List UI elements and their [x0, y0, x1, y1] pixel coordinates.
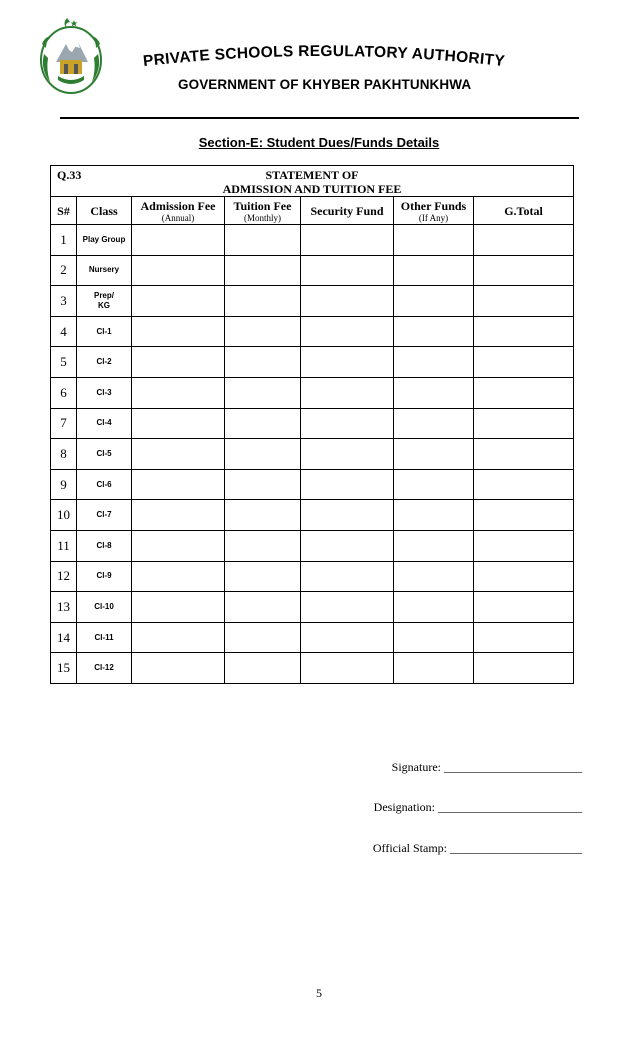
- class-cell: [77, 653, 132, 684]
- grand-total-cell[interactable]: [474, 530, 574, 561]
- serial-number-cell: 3: [51, 286, 77, 317]
- security-fund-cell[interactable]: [301, 622, 394, 653]
- admission-fee-cell[interactable]: [132, 408, 225, 439]
- other-funds-cell[interactable]: [394, 592, 474, 623]
- class-cell: [77, 255, 132, 286]
- admission-fee-cell[interactable]: [132, 255, 225, 286]
- tuition-fee-cell[interactable]: [225, 653, 301, 684]
- security-fund-cell[interactable]: [301, 225, 394, 256]
- tuition-fee-cell[interactable]: [225, 622, 301, 653]
- designation-line: Designation: ________________________: [373, 800, 582, 814]
- class-label: Cl-7: [96, 510, 112, 520]
- admission-fee-cell[interactable]: [132, 622, 225, 653]
- fee-statement-table: [50, 165, 574, 684]
- security-fund-cell[interactable]: [301, 500, 394, 531]
- grand-total-cell[interactable]: [474, 347, 574, 378]
- table-row: [51, 653, 574, 684]
- other-funds-cell[interactable]: [394, 530, 474, 561]
- admission-fee-cell[interactable]: [132, 530, 225, 561]
- security-fund-cell[interactable]: [301, 653, 394, 684]
- column-header: Class: [77, 197, 132, 225]
- serial-number-cell: 4: [51, 316, 77, 347]
- other-funds-cell[interactable]: [394, 377, 474, 408]
- security-fund-cell[interactable]: [301, 408, 394, 439]
- other-funds-cell[interactable]: [394, 347, 474, 378]
- grand-total-cell[interactable]: [474, 469, 574, 500]
- table-row: [51, 316, 574, 347]
- class-cell: [77, 286, 132, 317]
- admission-fee-cell[interactable]: [132, 592, 225, 623]
- table-row: [51, 500, 574, 531]
- grand-total-cell[interactable]: [474, 255, 574, 286]
- admission-fee-cell[interactable]: [132, 377, 225, 408]
- tuition-fee-cell[interactable]: [225, 439, 301, 470]
- serial-number-cell: 12: [51, 561, 77, 592]
- column-header: Admission Fee (Annual): [132, 197, 225, 225]
- class-cell: [77, 347, 132, 378]
- class-label: Cl-4: [96, 418, 112, 428]
- admission-fee-cell[interactable]: [132, 469, 225, 500]
- grand-total-cell[interactable]: [474, 225, 574, 256]
- table-row: [51, 439, 574, 470]
- admission-fee-cell[interactable]: [132, 286, 225, 317]
- tuition-fee-cell[interactable]: [225, 530, 301, 561]
- table-header-row: [51, 197, 574, 225]
- statement-line-2: ADMISSION AND TUITION FEE: [222, 182, 402, 196]
- government-name: GOVERNMENT OF KHYBER PAKHTUNKHWA: [178, 77, 472, 92]
- other-funds-cell[interactable]: [394, 316, 474, 347]
- other-funds-cell[interactable]: [394, 561, 474, 592]
- table-row: [51, 286, 574, 317]
- table-row: [51, 377, 574, 408]
- tuition-fee-cell[interactable]: [225, 592, 301, 623]
- svg-text:PRIVATE SCHOOLS REGULATORY AUT: [142, 43, 506, 70]
- official-stamp-line: Official Stamp: ______________________: [372, 841, 582, 855]
- class-cell: [77, 316, 132, 347]
- grand-total-cell[interactable]: [474, 622, 574, 653]
- class-cell: [77, 561, 132, 592]
- grand-total-cell[interactable]: [474, 408, 574, 439]
- security-fund-cell[interactable]: [301, 439, 394, 470]
- class-label: Cl-5: [96, 448, 112, 458]
- serial-number-cell: 7: [51, 408, 77, 439]
- section-title: Section-E: Student Dues/Funds Details: [198, 135, 440, 150]
- class-label: Nursery: [88, 265, 120, 275]
- statement-line-1: STATEMENT OF: [265, 168, 359, 182]
- admission-fee-cell[interactable]: [132, 347, 225, 378]
- grand-total-cell[interactable]: [474, 286, 574, 317]
- table-title-cell: [51, 166, 574, 197]
- psra-emblem-icon: [36, 14, 106, 98]
- serial-number-cell: 13: [51, 592, 77, 623]
- other-funds-cell[interactable]: [394, 500, 474, 531]
- other-funds-cell[interactable]: [394, 622, 474, 653]
- tuition-fee-cell[interactable]: [225, 225, 301, 256]
- table-row: [51, 530, 574, 561]
- class-cell: [77, 225, 132, 256]
- serial-number-cell: 15: [51, 653, 77, 684]
- grand-total-cell[interactable]: [474, 561, 574, 592]
- class-label: Cl-10: [94, 601, 114, 611]
- serial-number-cell: 14: [51, 622, 77, 653]
- grand-total-cell[interactable]: [474, 377, 574, 408]
- tuition-fee-cell[interactable]: [225, 286, 301, 317]
- other-funds-cell[interactable]: [394, 653, 474, 684]
- serial-number-cell: 8: [51, 439, 77, 470]
- grand-total-cell[interactable]: [474, 439, 574, 470]
- signature-line: Signature: _______________________: [391, 760, 582, 774]
- grand-total-cell[interactable]: [474, 653, 574, 684]
- tuition-fee-cell[interactable]: [225, 255, 301, 286]
- class-label: Cl-2: [96, 357, 112, 367]
- class-cell: [77, 592, 132, 623]
- table-row: [51, 592, 574, 623]
- class-label: Prep/: [93, 290, 114, 300]
- security-fund-cell[interactable]: [301, 561, 394, 592]
- security-fund-cell[interactable]: [301, 469, 394, 500]
- class-cell: [77, 530, 132, 561]
- other-funds-cell[interactable]: [394, 469, 474, 500]
- class-label: Cl-3: [96, 387, 112, 397]
- table-row: [51, 225, 574, 256]
- column-header: Security Fund: [301, 197, 394, 225]
- serial-number-cell: 5: [51, 347, 77, 378]
- table-row: [51, 561, 574, 592]
- column-header: Other Funds (If Any): [394, 197, 474, 225]
- tuition-fee-cell[interactable]: [225, 500, 301, 531]
- table-row: [51, 469, 574, 500]
- table-row: [51, 622, 574, 653]
- serial-number-cell: 10: [51, 500, 77, 531]
- admission-fee-cell[interactable]: [132, 225, 225, 256]
- security-fund-cell[interactable]: [301, 347, 394, 378]
- security-fund-cell[interactable]: [301, 592, 394, 623]
- class-cell: [77, 622, 132, 653]
- table-row: [51, 347, 574, 378]
- security-fund-cell[interactable]: [301, 286, 394, 317]
- grand-total-cell[interactable]: [474, 592, 574, 623]
- serial-number-cell: 2: [51, 255, 77, 286]
- tuition-fee-cell[interactable]: [225, 377, 301, 408]
- class-cell: [77, 408, 132, 439]
- authority-name: PRIVATE SCHOOLS REGULATORY AUTHORITY: [142, 42, 506, 71]
- table-row: [51, 408, 574, 439]
- tuition-fee-cell[interactable]: [225, 316, 301, 347]
- page-number: 5: [316, 986, 322, 1000]
- header-divider: [60, 117, 579, 119]
- tuition-fee-cell[interactable]: [225, 469, 301, 500]
- security-fund-cell[interactable]: [301, 316, 394, 347]
- tuition-fee-cell[interactable]: [225, 347, 301, 378]
- security-fund-cell[interactable]: [301, 377, 394, 408]
- serial-number-cell: 1: [51, 225, 77, 256]
- serial-number-cell: 9: [51, 469, 77, 500]
- admission-fee-cell[interactable]: [132, 500, 225, 531]
- class-cell: [77, 469, 132, 500]
- class-cell: [77, 500, 132, 531]
- class-label: Play Group: [82, 234, 126, 244]
- class-label: Cl-1: [96, 326, 112, 336]
- other-funds-cell[interactable]: [394, 225, 474, 256]
- serial-number-cell: 11: [51, 530, 77, 561]
- class-cell: [77, 377, 132, 408]
- tuition-fee-cell[interactable]: [225, 408, 301, 439]
- class-cell: [77, 439, 132, 470]
- admission-fee-cell[interactable]: [132, 561, 225, 592]
- question-number: Q.33: [57, 168, 82, 182]
- grand-total-cell[interactable]: [474, 316, 574, 347]
- table-row: [51, 255, 574, 286]
- class-label: Cl-6: [96, 479, 112, 489]
- column-header: S#: [51, 197, 77, 225]
- admission-fee-cell[interactable]: [132, 439, 225, 470]
- security-fund-cell[interactable]: [301, 255, 394, 286]
- class-label: Cl-12: [94, 663, 114, 673]
- class-label: Cl-9: [96, 571, 112, 581]
- security-fund-cell[interactable]: [301, 530, 394, 561]
- class-label-line-2: KG: [98, 300, 110, 310]
- tuition-fee-cell[interactable]: [225, 561, 301, 592]
- grand-total-cell[interactable]: [474, 500, 574, 531]
- admission-fee-cell[interactable]: [132, 653, 225, 684]
- other-funds-cell[interactable]: [394, 255, 474, 286]
- authority-title: [124, 40, 524, 72]
- column-header: Tuition Fee (Monthly): [225, 197, 301, 225]
- other-funds-cell[interactable]: [394, 286, 474, 317]
- serial-number-cell: 6: [51, 377, 77, 408]
- admission-fee-cell[interactable]: [132, 316, 225, 347]
- other-funds-cell[interactable]: [394, 439, 474, 470]
- column-header: G.Total: [474, 197, 574, 225]
- class-label: Cl-11: [94, 632, 114, 642]
- class-label: Cl-8: [96, 540, 112, 550]
- other-funds-cell[interactable]: [394, 408, 474, 439]
